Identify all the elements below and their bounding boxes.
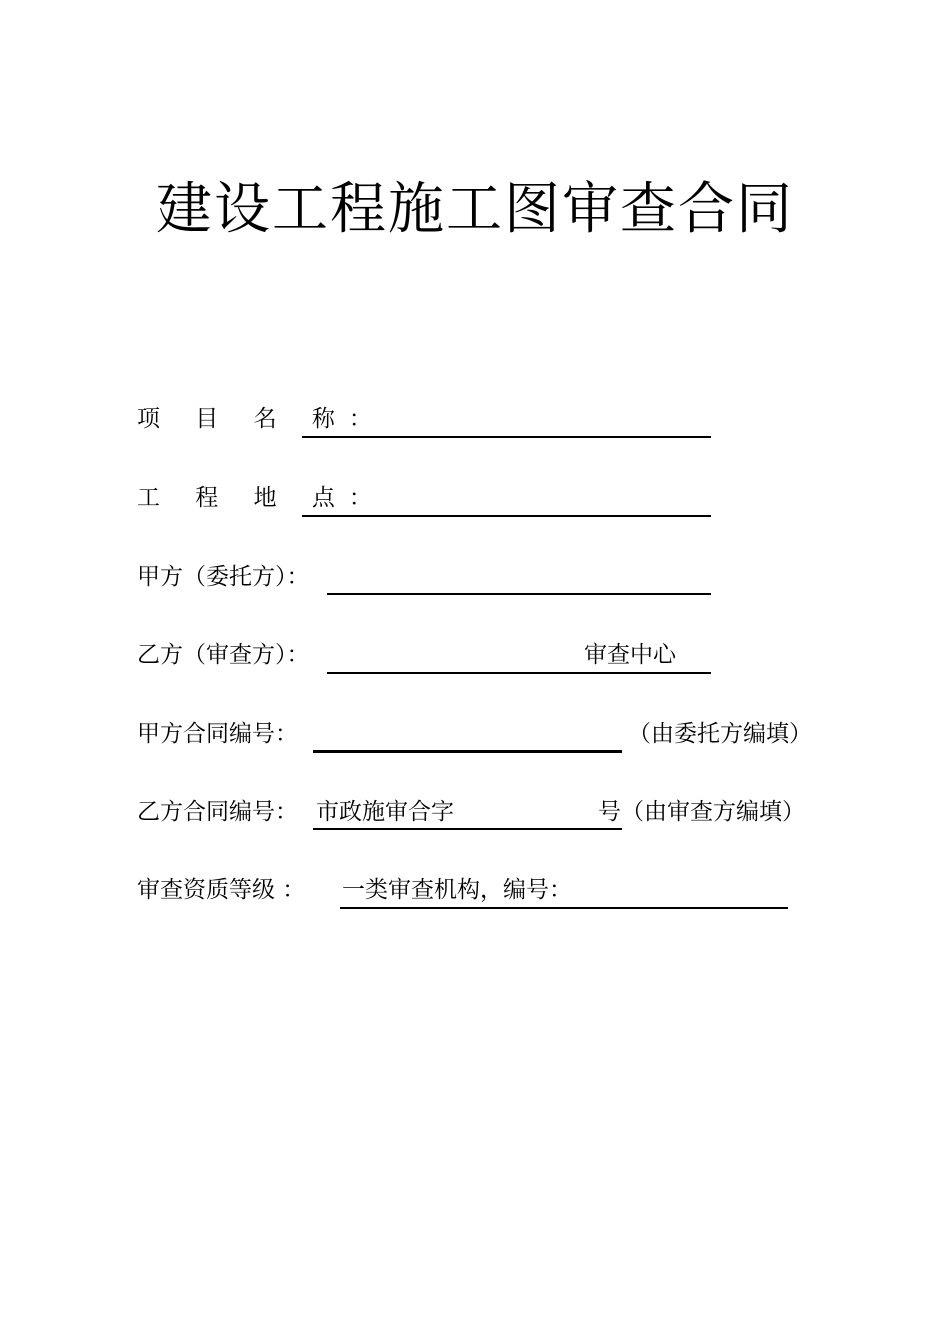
party-b-contract-no-suffix: 号（由审查方编填） (598, 799, 805, 825)
project-location-label: 工 程 地 点： (137, 485, 386, 511)
party-a-contract-no-note: （由委托方编填） (628, 721, 812, 747)
party-b-contract-no-label: 乙方合同编号： (137, 799, 298, 825)
party-b-field[interactable] (327, 672, 711, 674)
party-b-contract-no-prefix: 市政施审合字 (316, 799, 454, 825)
party-b-label: 乙方（审查方）： (137, 642, 310, 668)
party-a-label: 甲方（委托方）： (137, 564, 310, 590)
party-b-contract-no-field[interactable] (313, 828, 622, 830)
qualification-field[interactable] (340, 907, 788, 909)
party-a-field[interactable] (327, 593, 711, 595)
project-name-label: 项 目 名 称： (137, 406, 386, 432)
document-title: 建设工程施工图审查合同 (156, 177, 794, 242)
qualification-value: 一类审查机构，编号： (342, 877, 572, 903)
party-a-contract-no-label: 甲方合同编号： (137, 721, 298, 747)
party-a-contract-no-field[interactable] (313, 750, 622, 753)
qualification-label: 审查资质等级 ： (137, 877, 306, 903)
project-name-field[interactable] (302, 436, 711, 438)
project-location-field[interactable] (302, 515, 711, 517)
party-b-value: 审查中心 (584, 642, 676, 668)
